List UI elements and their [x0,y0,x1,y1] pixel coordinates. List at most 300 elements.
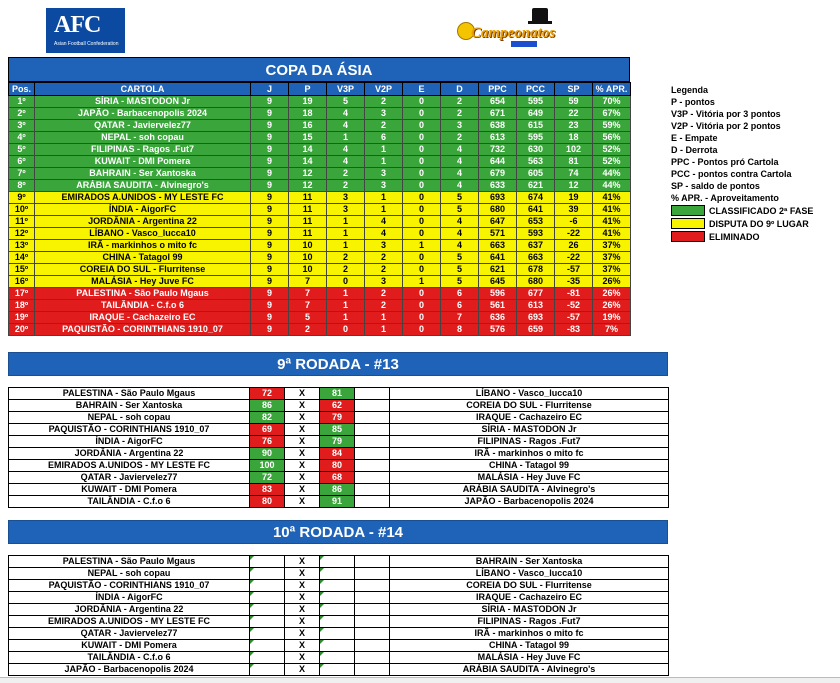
flag-ribbon-icon [511,41,537,47]
cell-pos: 11º [9,216,35,228]
cell-pos: 13º [9,240,35,252]
legend-item: P - pontos [671,97,715,107]
col-pcc: PCC [517,83,555,96]
away-team: IRÃ - markinhos o mito fc [390,628,669,640]
away-score-empty [320,616,355,628]
cell-sp: 74 [555,168,593,180]
cell-apr: 26% [593,276,631,288]
spacer-cell [355,616,390,628]
cell-d: 2 [441,132,479,144]
cell-j: 9 [251,108,289,120]
cell-j: 9 [251,240,289,252]
standings-header-row [9,83,631,96]
standings-title: COPA DA ÁSIA [8,57,630,82]
cell-apr: 41% [593,204,631,216]
spacer-cell [355,460,390,472]
cell-p: 15 [289,132,327,144]
spacer-cell [355,652,390,664]
cell-cartola: IRAQUE - Cachazeiro EC [35,312,251,324]
cell-p: 10 [289,240,327,252]
round10-table [8,555,669,676]
cell-p: 14 [289,144,327,156]
cell-d: 8 [441,324,479,336]
cell-apr: 52% [593,156,631,168]
legend-item: V2P - Vitória por 2 pontos [671,121,781,131]
home-score-empty [250,652,285,664]
home-team: EMIRADOS A.UNIDOS - MY LESTE FC [9,616,250,628]
away-score-empty [320,652,355,664]
cell-v3p: 5 [327,96,365,108]
cell-pos: 18º [9,300,35,312]
home-score: 90 [250,448,285,460]
away-team: SÍRIA - MASTODON Jr [390,424,669,436]
home-team: TAILÂNDIA - C.f.o 6 [9,496,250,508]
legend-swatch-yellow [671,218,705,229]
cell-sp: 26 [555,240,593,252]
cell-pcc: 593 [517,228,555,240]
cell-pcc: 621 [517,180,555,192]
away-team: BAHRAIN - Ser Xantoska [390,556,669,568]
cell-v2p: 3 [365,240,403,252]
match-row [9,592,669,604]
standings-row [9,216,631,228]
cell-v2p: 1 [365,324,403,336]
legend-item: PPC - Pontos pró Cartola [671,157,779,167]
cell-d: 5 [441,276,479,288]
cell-ppc: 633 [479,180,517,192]
spacer-cell [355,400,390,412]
cell-v2p: 1 [365,192,403,204]
cell-v3p: 3 [327,204,365,216]
cell-v3p: 1 [327,312,365,324]
cell-e: 0 [403,312,441,324]
home-team: KUWAIT - DMI Pomera [9,640,250,652]
legend-swatch-row [671,230,840,243]
home-team: JORDÂNIA - Argentina 22 [9,448,250,460]
cell-p: 10 [289,264,327,276]
home-team: JAPÃO - Barbacenopolis 2024 [9,664,250,676]
cell-pos: 16º [9,276,35,288]
cell-pos: 3º [9,120,35,132]
spacer-cell [355,568,390,580]
cell-sp: 59 [555,96,593,108]
versus-mark: X [285,484,320,496]
cell-d: 3 [441,120,479,132]
match-row [9,628,669,640]
cell-j: 9 [251,288,289,300]
match-row [9,652,669,664]
cell-pos: 9º [9,192,35,204]
spacer-cell [355,664,390,676]
home-score: 76 [250,436,285,448]
standings-row [9,108,631,120]
standings-row [9,252,631,264]
away-team: JAPÃO - Barbacenopolis 2024 [390,496,669,508]
away-team: CHINA - Tatagol 99 [390,640,669,652]
away-score: 79 [320,412,355,424]
cell-pcc: 637 [517,240,555,252]
cell-apr: 44% [593,168,631,180]
standings-row [9,276,631,288]
cell-p: 18 [289,108,327,120]
cell-v2p: 2 [365,300,403,312]
cell-e: 0 [403,168,441,180]
cell-d: 4 [441,144,479,156]
match-row [9,400,669,412]
cell-pos: 4º [9,132,35,144]
legend-swatch-label: CLASSIFICADO 2ª FASE [709,205,814,216]
afc-logo-subtitle: Asian Football Confederation [54,41,119,47]
home-score-empty [250,616,285,628]
cell-v3p: 1 [327,240,365,252]
cell-j: 9 [251,252,289,264]
campeonatos-logo [457,8,562,48]
away-score: 91 [320,496,355,508]
cell-apr: 70% [593,96,631,108]
cell-e: 0 [403,96,441,108]
cell-p: 11 [289,192,327,204]
round9-title: 9ª RODADA - #13 [8,352,668,376]
cell-j: 9 [251,324,289,336]
match-row [9,640,669,652]
cell-pcc: 595 [517,96,555,108]
cell-cartola: ARÁBIA SAUDITA - Alvinegro's [35,180,251,192]
cell-pcc: 630 [517,144,555,156]
cell-pcc: 595 [517,132,555,144]
cell-e: 0 [403,264,441,276]
cell-d: 5 [441,252,479,264]
versus-mark: X [285,664,320,676]
versus-mark: X [285,400,320,412]
cell-p: 2 [289,324,327,336]
home-score-empty [250,628,285,640]
match-row [9,472,669,484]
spacer-cell [355,496,390,508]
away-team: FILIPINAS - Ragos .Fut7 [390,616,669,628]
cell-pcc: 613 [517,300,555,312]
cell-v2p: 3 [365,180,403,192]
cell-e: 0 [403,216,441,228]
cell-j: 9 [251,96,289,108]
cell-j: 9 [251,204,289,216]
cell-pos: 12º [9,228,35,240]
spacer-cell [355,580,390,592]
standings-row [9,132,631,144]
away-team: FILIPINAS - Ragos .Fut7 [390,436,669,448]
away-score: 84 [320,448,355,460]
cell-e: 0 [403,144,441,156]
cell-e: 0 [403,192,441,204]
home-score: 72 [250,388,285,400]
away-team: SÍRIA - MASTODON Jr [390,604,669,616]
home-team: PAQUISTÃO - CORINTHIANS 1910_07 [9,424,250,436]
standings-row [9,288,631,300]
cell-sp: -57 [555,264,593,276]
home-team: BAHRAIN - Ser Xantoska [9,400,250,412]
cell-v3p: 4 [327,120,365,132]
cell-pcc: 563 [517,156,555,168]
versus-mark: X [285,460,320,472]
spacer-cell [355,424,390,436]
spacer-cell [355,472,390,484]
cell-cartola: NEPAL - soh copau [35,132,251,144]
cell-d: 7 [441,312,479,324]
away-team: LÍBANO - Vasco_lucca10 [390,568,669,580]
standings-row [9,264,631,276]
home-score: 72 [250,472,285,484]
cell-j: 9 [251,180,289,192]
cell-cartola: QATAR - Javiervelez77 [35,120,251,132]
away-score-empty [320,640,355,652]
match-row [9,664,669,676]
legend-title: Legenda [671,85,709,95]
cell-v2p: 3 [365,276,403,288]
away-score-empty [320,556,355,568]
cell-pcc: 693 [517,312,555,324]
legend [671,84,840,243]
cell-v2p: 2 [365,120,403,132]
standings-row [9,228,631,240]
away-team: MALÁSIA - Hey Juve FC [390,652,669,664]
standings-row [9,180,631,192]
cell-apr: 56% [593,132,631,144]
cell-e: 0 [403,156,441,168]
cell-cartola: JORDÂNIA - Argentina 22 [35,216,251,228]
cell-ppc: 613 [479,132,517,144]
cell-pos: 20º [9,324,35,336]
cell-sp: 18 [555,132,593,144]
standings-row [9,204,631,216]
cell-pos: 5º [9,144,35,156]
home-score: 86 [250,400,285,412]
cell-cartola: PAQUISTÃO - CORINTHIANS 1910_07 [35,324,251,336]
cell-p: 11 [289,228,327,240]
cell-sp: 23 [555,120,593,132]
away-score: 81 [320,388,355,400]
legend-swatch-label: DISPUTA DO 9º LUGAR [709,218,809,229]
cell-j: 9 [251,300,289,312]
legend-item: SP - saldo de pontos [671,181,760,191]
versus-mark: X [285,496,320,508]
cell-ppc: 561 [479,300,517,312]
cell-ppc: 671 [479,108,517,120]
cell-sp: 19 [555,192,593,204]
cell-sp: -52 [555,300,593,312]
cell-d: 2 [441,96,479,108]
cell-d: 4 [441,180,479,192]
cell-ppc: 679 [479,168,517,180]
cell-v2p: 1 [365,156,403,168]
round10-title: 10ª RODADA - #14 [8,520,668,544]
cell-v2p: 2 [365,252,403,264]
standings-table [8,82,631,336]
away-team: ARÁBIA SAUDITA - Alvinegro's [390,664,669,676]
cell-sp: 81 [555,156,593,168]
cell-ppc: 638 [479,120,517,132]
home-score-empty [250,604,285,616]
cell-pcc: 659 [517,324,555,336]
versus-mark: X [285,592,320,604]
cell-d: 4 [441,216,479,228]
versus-mark: X [285,448,320,460]
cell-p: 14 [289,156,327,168]
spacer-cell [355,628,390,640]
cell-cartola: FILIPINAS - Ragos .Fut7 [35,144,251,156]
cell-apr: 26% [593,300,631,312]
cell-ppc: 663 [479,240,517,252]
match-row [9,448,669,460]
cell-cartola: IRÃ - markinhos o mito fc [35,240,251,252]
standings-row [9,120,631,132]
cell-ppc: 645 [479,276,517,288]
cell-pcc: 615 [517,120,555,132]
cell-p: 12 [289,180,327,192]
home-team: QATAR - Javiervelez77 [9,472,250,484]
cell-ppc: 571 [479,228,517,240]
away-team: IRAQUE - Cachazeiro EC [390,412,669,424]
away-score: 62 [320,400,355,412]
cell-cartola: JAPÃO - Barbacenopolis 2024 [35,108,251,120]
cell-sp: -81 [555,288,593,300]
cell-cartola: SÍRIA - MASTODON Jr [35,96,251,108]
cell-e: 1 [403,240,441,252]
cell-p: 12 [289,168,327,180]
cell-d: 2 [441,108,479,120]
legend-swatch-green [671,205,705,216]
cell-pcc: 605 [517,168,555,180]
away-score-empty [320,580,355,592]
cell-ppc: 654 [479,96,517,108]
cell-v3p: 1 [327,300,365,312]
away-score-empty [320,592,355,604]
col-p: P [289,83,327,96]
cell-v2p: 1 [365,312,403,324]
versus-mark: X [285,472,320,484]
cell-d: 5 [441,264,479,276]
versus-mark: X [285,388,320,400]
versus-mark: X [285,616,320,628]
legend-item: D - Derrota [671,145,718,155]
cell-v2p: 4 [365,216,403,228]
cell-e: 0 [403,132,441,144]
away-team: MALÁSIA - Hey Juve FC [390,472,669,484]
cell-cartola: PALESTINA - São Paulo Mgaus [35,288,251,300]
legend-swatch-row [671,204,840,217]
cell-e: 0 [403,252,441,264]
cell-v2p: 6 [365,132,403,144]
col-sp: SP [555,83,593,96]
cell-v3p: 2 [327,252,365,264]
match-row [9,424,669,436]
cell-j: 9 [251,276,289,288]
cell-e: 0 [403,180,441,192]
legend-swatch-row [671,217,840,230]
afc-logo-text: AFC [54,12,101,38]
col-j: J [251,83,289,96]
home-score: 80 [250,496,285,508]
cell-ppc: 596 [479,288,517,300]
cell-sp: 39 [555,204,593,216]
cell-apr: 41% [593,216,631,228]
cell-p: 5 [289,312,327,324]
cell-ppc: 644 [479,156,517,168]
cell-sp: 12 [555,180,593,192]
cell-d: 4 [441,240,479,252]
cell-j: 9 [251,156,289,168]
home-score-empty [250,556,285,568]
round9-table [8,387,669,508]
away-score-empty [320,568,355,580]
cell-apr: 52% [593,144,631,156]
cell-v3p: 2 [327,168,365,180]
match-row [9,388,669,400]
cell-ppc: 693 [479,192,517,204]
campeonatos-logo-text: Campeonatos [471,25,556,41]
cell-sp: -6 [555,216,593,228]
cell-pcc: 641 [517,204,555,216]
spacer-cell [355,412,390,424]
cell-ppc: 576 [479,324,517,336]
cell-j: 9 [251,312,289,324]
cell-v3p: 4 [327,108,365,120]
cell-p: 7 [289,288,327,300]
cell-j: 9 [251,168,289,180]
cell-pcc: 677 [517,288,555,300]
cell-v3p: 1 [327,288,365,300]
afc-logo [46,8,125,53]
col-d: D [441,83,479,96]
col-e: E [403,83,441,96]
versus-mark: X [285,412,320,424]
home-score: 69 [250,424,285,436]
home-score: 82 [250,412,285,424]
col-ppc: PPC [479,83,517,96]
standings-row [9,144,631,156]
versus-mark: X [285,436,320,448]
cell-cartola: ÍNDIA - AigorFC [35,204,251,216]
cell-sp: 102 [555,144,593,156]
cell-e: 0 [403,288,441,300]
col-cartola: CARTOLA [35,83,251,96]
away-team: CHINA - Tatagol 99 [390,460,669,472]
away-score: 86 [320,484,355,496]
spacer-cell [355,604,390,616]
cell-p: 11 [289,204,327,216]
home-team: ÍNDIA - AigorFC [9,592,250,604]
away-team: LÍBANO - Vasco_lucca10 [390,388,669,400]
cell-p: 19 [289,96,327,108]
cell-ppc: 647 [479,216,517,228]
cell-ppc: 636 [479,312,517,324]
cell-apr: 7% [593,324,631,336]
legend-swatch-label: ELIMINADO [709,231,760,242]
home-team: EMIRADOS A.UNIDOS - MY LESTE FC [9,460,250,472]
versus-mark: X [285,640,320,652]
match-row [9,496,669,508]
cell-v3p: 1 [327,228,365,240]
cell-pos: 19º [9,312,35,324]
cell-v3p: 4 [327,144,365,156]
home-score-empty [250,640,285,652]
cell-cartola: TAILÂNDIA - C.f.o 6 [35,300,251,312]
cell-cartola: MALÁSIA - Hey Juve FC [35,276,251,288]
match-row [9,460,669,472]
cell-pos: 10º [9,204,35,216]
cell-pos: 8º [9,180,35,192]
cell-e: 0 [403,300,441,312]
cell-j: 9 [251,216,289,228]
cell-pcc: 674 [517,192,555,204]
